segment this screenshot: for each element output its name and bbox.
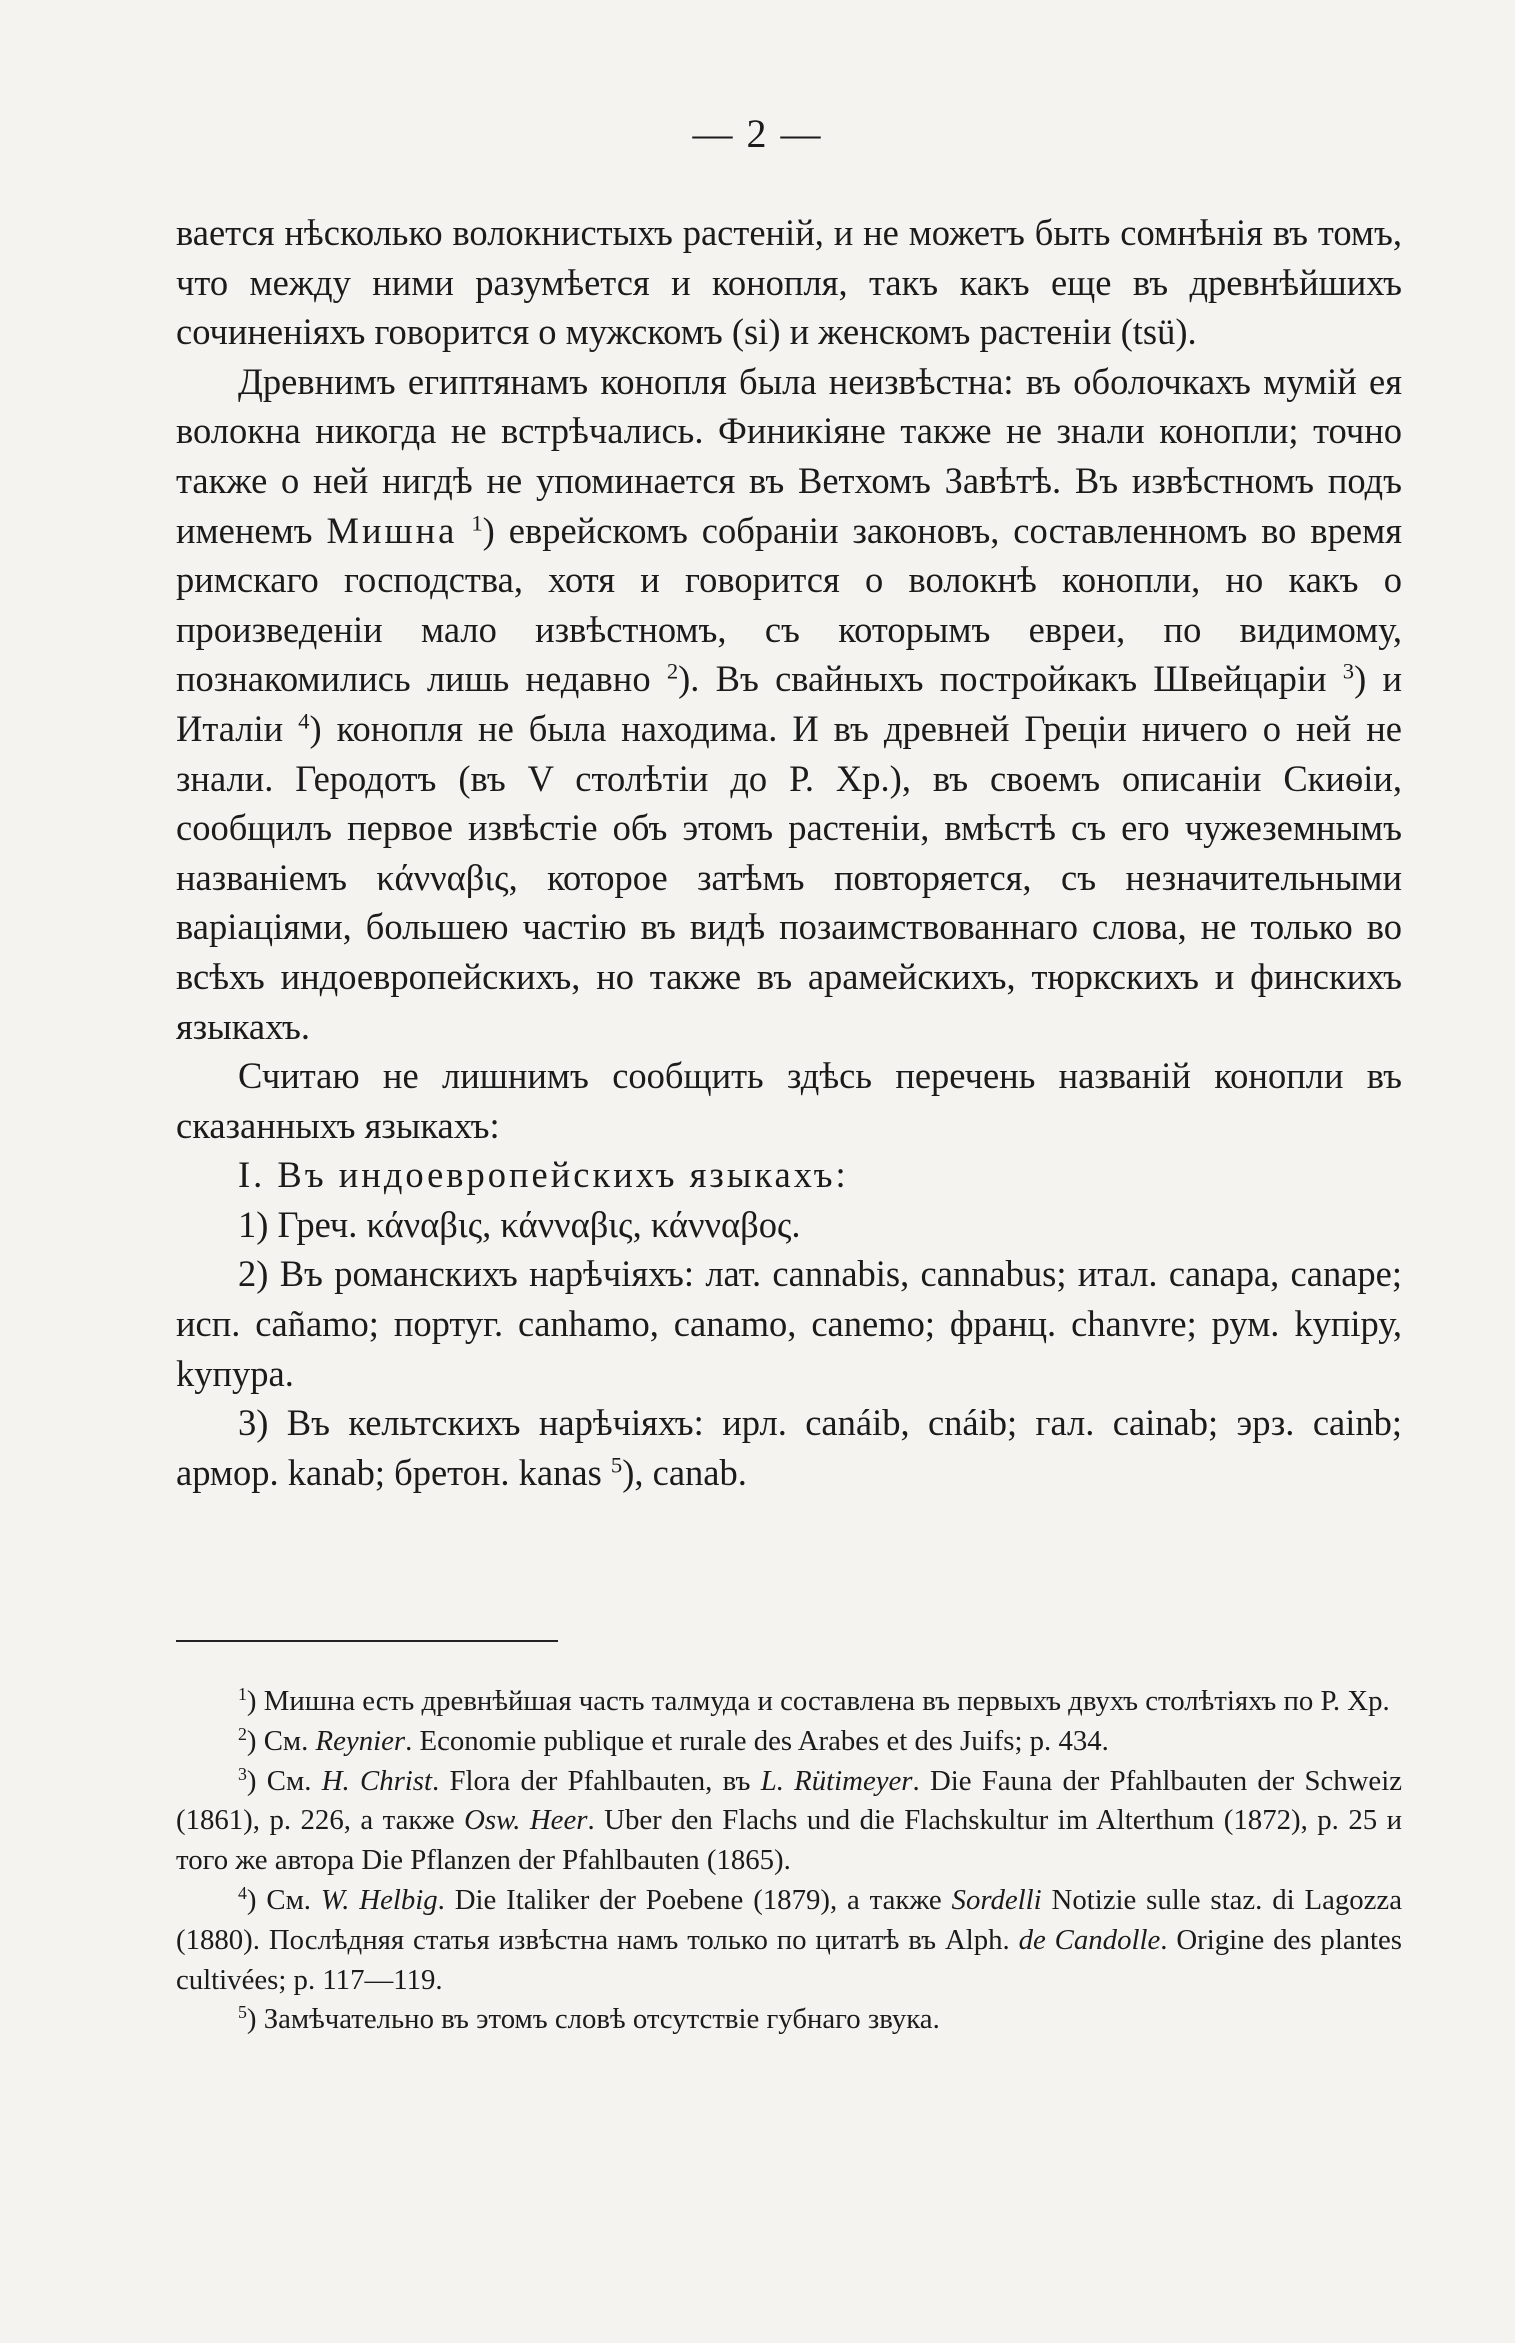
paragraph-2: Древнимъ египтянамъ конопля была неизвѣстна: въ оболочкахъ мумій ея волокна никогда не встрѣчались. Финикіяне также не знали конопли; точно также о ней нигдѣ не упоминается въ Ветхомъ Завѣтѣ. Въ извѣстномъ подъ именемъ Мишна $^1$) еврейскомъ собраніи законовъ, составленномъ во время римскаго господства, хотя и говорится о волокнѣ конопли, но какъ о произведеніи мало извѣстномъ, съ которымъ евреи, по видимому, познакомились лишь недавно $^2$). Въ свайныхъ постройкакъ Швейцаріи $^3$) и Италіи $^4$) конопля не была находима. И въ древней Греціи ничего о ней не знали. Геродотъ (въ V столѣтіи до Р. Хр.), въ своемъ описаніи Скиѳіи, сообщилъ первое извѣстіе объ этомъ растеніи, вмѣстѣ съ его чужеземнымъ названіемъ κάνναβις, которое затѣмъ повторяется, съ незначительными варіаціями, большею частію въ видѣ позаимствованнаго слова, не только во всѣхъ индоевропейскихъ, но также въ арамейскихъ, тюркскихъ и финскихъ языкахъ. [176,360,1402,1047]
footnote-4-author-2: Sordelli [951,1883,1042,1916]
footnote-2-text-a: См. [256,1724,316,1757]
p2-text-e: конопля не была находима. И въ древней Греціи ничего о ней не знали. Геродотъ (въ V столѣтіи до Р. Хр.), въ своемъ описаніи Скиѳіи, сообщилъ первое извѣстіе объ этомъ растеніи, вмѣстѣ съ его чужеземнымъ названіемъ κάνναβις, которое затѣмъ повторяется, съ незначительными варіаціями, большею частію въ видѣ позаимствованнаго слова, не только во всѣхъ индоевропейскихъ, но также въ арамейскихъ, тюркскихъ и финскихъ языкахъ. [176,707,1402,1047]
p2-text-b: еврейскомъ собраніи законовъ, составленномъ во время римскаго господства, хотя и говорится о волокнѣ конопли, но какъ о произведеніи мало извѣстномъ, съ которымъ евреи, по видимому, познакомились лишь недавно [176,509,1402,700]
section-heading: I. Въ индоевропейскихъ языкахъ: [238,1154,849,1196]
footnote-5: $^5$) Замѣчательно въ этомъ словѣ отсутствіе губнаго звука. [238,2002,940,2036]
footnote-3-author-2: L. Rütimeyer [760,1764,913,1797]
p2-text-d: и Италіи [176,658,1402,749]
footnote-ref-3: 3 [1342,658,1355,684]
p2-text-c: . Въ свайныхъ постройкакъ Швейцаріи [690,658,1343,700]
footnote-mark-1: 1 [238,1684,247,1705]
footnote-2-text-b: . Economie publique et rurale des Arabes et des Juifs; p. 434. [405,1724,1109,1757]
footnote-3: $^3$) См. H. Christ. Flora der Pfahlbauten, въ L. Rütimeyer. Die Fauna der Pfahlbauten der Schweiz (1861), p. 226, а также Osw. Heer. Uber den Flachs und die Flachskultur im Alterthum (1872), p. 25 и того же автора Die Pflanzen der Pfahlbauten (1865). [176,1763,1403,1877]
p2-text-a: Древнимъ египтянамъ конопля была неизвѣстна: въ оболочкахъ мумій ея волокна никогда не встрѣчались. Финикіяне также не знали конопли; точно также о ней нигдѣ не упоминается въ Ветхомъ Завѣтѣ. Въ извѣстномъ подъ именемъ [176,360,1402,551]
footnote-4-author-3: de Candolle [1018,1923,1161,1956]
footnote-mark-3: 3 [238,1763,247,1784]
mishna-word: Мишна [326,509,458,551]
footnote-4-text-d: . Origine des plantes cultivées; p. 117—119. [176,1923,1402,1996]
footnote-4-text-c: Notizie sulle staz. di Lagozza (1880). Послѣдняя статья извѣстна намъ только по цитатѣ въ Alph. [176,1883,1402,1956]
footnote-1: $^1$) Мишна есть древнѣйшая часть талмуда и составлена въ первыхъ двухъ столѣтіяхъ по Р. Хр. [238,1684,1390,1717]
page-number: — 2 — [692,111,823,156]
footnote-mark-5: 5 [238,2002,247,2023]
paragraph-3: Считаю не лишнимъ сообщить здѣсь перечень названій конопли въ сказанныхъ языкахъ: [176,1055,1402,1146]
footnote-mark-2: 2 [238,1723,247,1744]
footnote-3-text-b: . Flora der Pfahlbauten, въ [432,1764,761,1797]
footnote-4-text-b: . Die Italiker der Poebene (1879), а также [437,1883,952,1916]
footnote-4-author-1: W. Helbig [320,1883,438,1916]
footnote-5-text: Замѣчательно въ этомъ словѣ отсутствіе губнаго звука. [256,2003,940,2036]
footnote-ref-4: 4 [298,708,310,734]
footnote-2-author: Reynier [315,1724,406,1757]
footnote-ref-1: 1 [471,510,483,536]
main-text [176,208,1402,1497]
footnote-4: $^4$) См. W. Helbig. Die Italiker der Poebene (1879), а также Sordelli Notizie sulle staz. di Lagozza (1880). Послѣдняя статья извѣстна намъ только по цитатѣ въ Alph. de Candolle. Origine des plantes cultivées; p. 117—119. [176,1883,1402,1996]
footnote-ref-2: 2 [666,658,679,684]
footnote-3-text-a: См. [256,1764,322,1797]
paragraph-greek: 1) Греч. κάναβις, κάνναβις, κάνναβος. [238,1203,801,1245]
footnote-4-text-a: См. [256,1883,321,1916]
footnote-3-text-c: . Die Fauna der Pfahlbauten der Schweiz (1861), p. 226, а также [176,1764,1402,1837]
p7-text-b: , canab. [634,1451,747,1493]
footnote-divider [176,1640,558,1642]
paragraph-1: вается нѣсколько волокнистыхъ растеній, и не можетъ быть сомнѣнія въ томъ, что между ними разумѣется и конопля, такъ какъ еще въ древнѣйшихъ сочиненіяхъ говорится о мужскомъ (si) и женскомъ растеніи (tsü). [176,212,1402,353]
p7-text-a: 3) Въ кельтскихъ нарѣчіяхъ: ирл. canáib, cnáib; гал. cainab; эрз. cainb; армор. kanab; бретон. kanas [176,1402,1402,1493]
footnote-ref-5: 5 [610,1452,623,1478]
footnote-2: $^2$) См. Reynier. Economie publique et rurale des Arabes et des Juifs; p. 434. [238,1723,1109,1757]
footnote-3-text-d: . Uber den Flachs und die Flachskultur im Alterthum (1872), p. 25 и того же автора Die Pflanzen der Pfahlbauten (1865). [176,1804,1403,1877]
footnote-1-text: Мишна есть древнѣйшая часть талмуда и составлена въ первыхъ двухъ столѣтіяхъ по Р. Хр. [256,1685,1390,1717]
paragraph-celtic: 3) Въ кельтскихъ нарѣчіяхъ: ирл. canáib, cnáib; гал. cainab; эрз. cainb; армор. kanab; бретон. kanas $^5$), canab. [176,1402,1402,1493]
footnote-3-author-1: H. Christ [321,1764,433,1797]
footnotes [176,1682,1402,2040]
footnote-mark-4: 4 [238,1883,247,1904]
footnote-3-author-3: Osw. Heer [464,1804,588,1837]
paragraph-romance: 2) Въ романскихъ нарѣчіяхъ: лат. cannabis, cannabus; итал. canapa, canape; исп. cañamo; португ. canhamo, canamo, canemo; франц. chanvre; рум. kупiру, kупура. [176,1253,1402,1394]
